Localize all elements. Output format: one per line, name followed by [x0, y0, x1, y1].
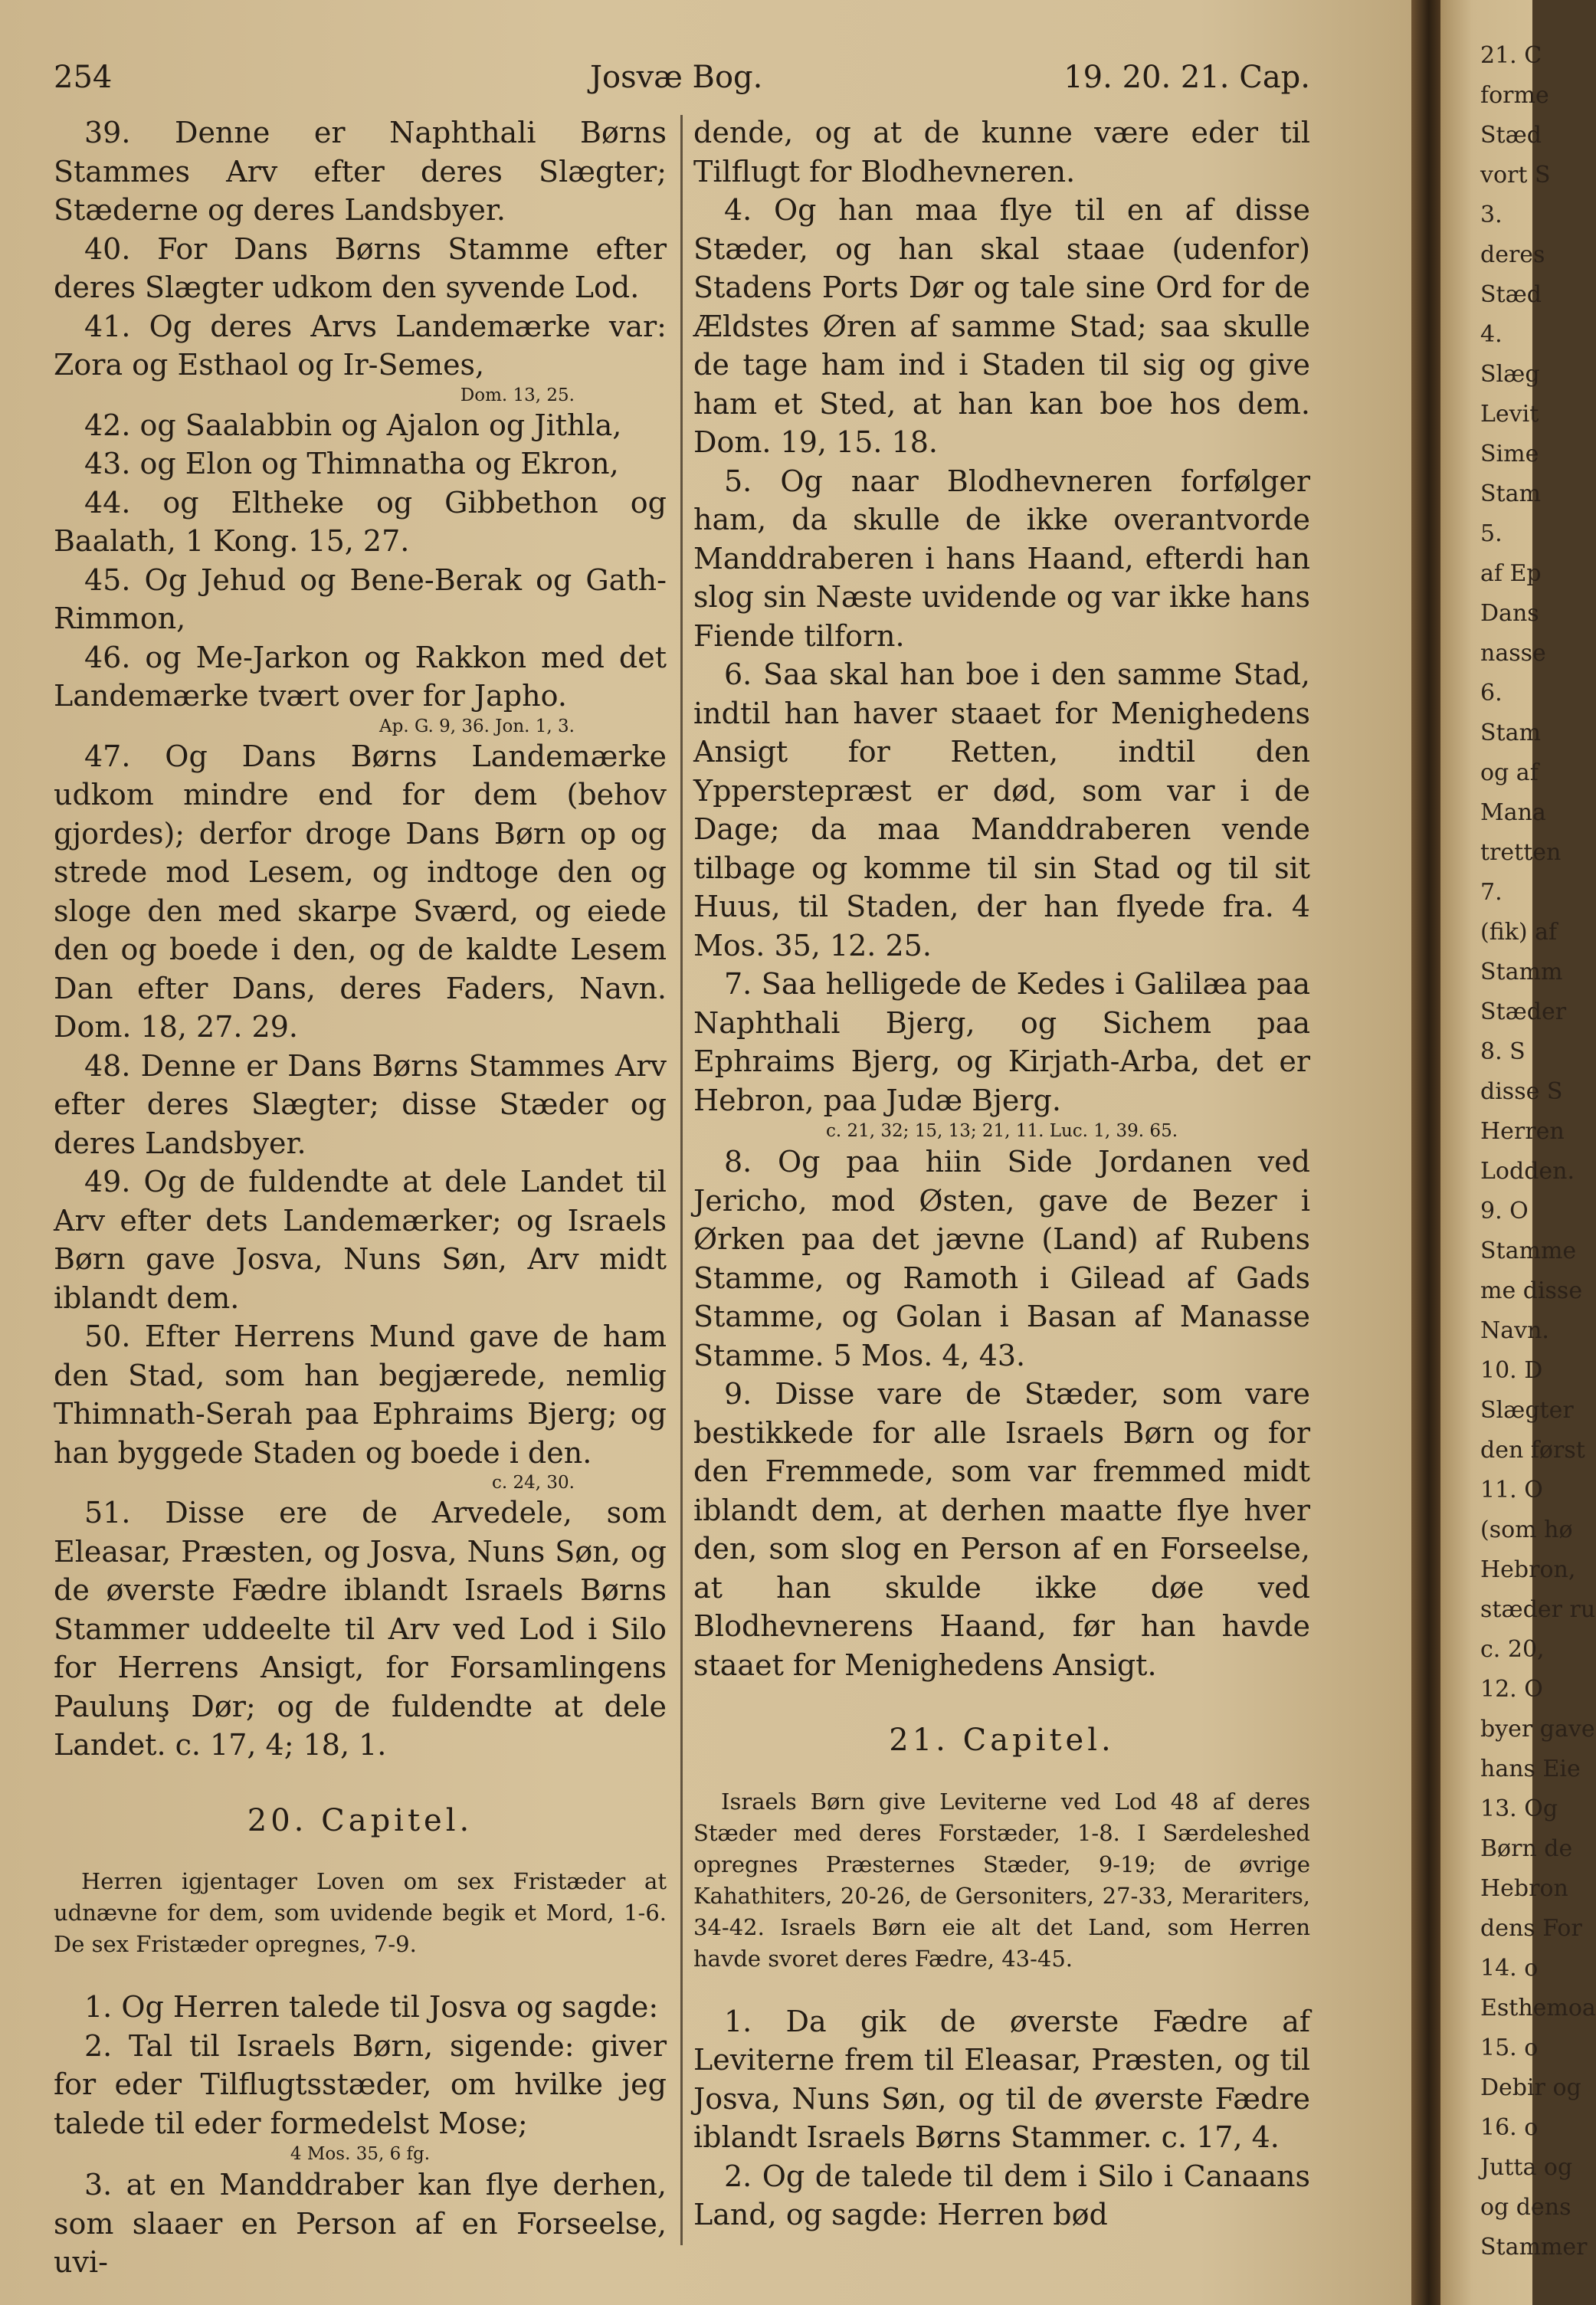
- chapter-heading: 21. Capitel.: [889, 1723, 1115, 1758]
- next-page-line: 5.: [1480, 520, 1503, 547]
- chapter-heading: 20. Capitel.: [247, 1802, 474, 1838]
- next-page-line: Lodden.: [1480, 1158, 1575, 1185]
- next-page-line: disse S: [1480, 1078, 1563, 1105]
- verse: 46. og Me-Jarkon og Rakkon med det Landemærke tvært over for Japho.: [54, 640, 667, 713]
- next-page-line: dens For: [1480, 1915, 1582, 1942]
- verse: 5. Og naar Blodhevneren forfølger ham, da skulle de ikke overantvorde Manddraberen i hans Haand, efterdi han slog sin Næste uvidende og var ikke hans Fiende tilforn.: [693, 464, 1310, 653]
- next-page-line: Dans: [1480, 600, 1539, 627]
- next-page-line: af Ep: [1480, 560, 1542, 587]
- next-page-line: Herren: [1480, 1118, 1565, 1145]
- next-page-line: Stæd: [1480, 281, 1542, 308]
- cross-reference: c. 24, 30.: [492, 1473, 575, 1493]
- next-page-line: 11. O: [1480, 1477, 1543, 1503]
- next-page-line: forme: [1480, 82, 1549, 109]
- verse: 44. og Eltheke og Gibbethon og Baalath, 1 Kong. 15, 27.: [54, 485, 667, 558]
- next-page-line: nasse: [1480, 640, 1546, 667]
- next-page-line: 8. S: [1480, 1038, 1526, 1065]
- verse: 50. Efter Herrens Mund gave de ham den Stad, som han begjærede, nemlig Thimnath-Serah paa Ephraims Bjerg; og han byggede Staden og boede i den.: [54, 1320, 667, 1470]
- next-page-line: og dens: [1480, 2194, 1571, 2221]
- cross-reference: Ap. G. 9, 36. Jon. 1, 3.: [379, 716, 575, 736]
- verse: 3. at en Manddraber kan flye derhen, som slaaer en Person af en Forseelse, uvi-: [54, 2168, 667, 2279]
- next-page-line: Debir og: [1480, 2074, 1581, 2101]
- next-page-line: 10. D: [1480, 1357, 1543, 1384]
- verse: 4. Og han maa flye til en af disse Stæder, og han skal staae (udenfor) Stadens Ports Dør og tale sine Ord for de Ældstes Øren af samme Stad; saa skulle de tage ham ind i Staden til sig og give ham et Sted, at han kan boe hos dem. Dom. 19, 15. 18.: [693, 193, 1310, 459]
- next-page-line: 21. C: [1480, 42, 1542, 69]
- next-page-line: 4.: [1480, 321, 1503, 348]
- verse: 7. Saa helligede de Kedes i Galilæa paa Naphthali Bjerg, og Sichem paa Ephraims Bjerg, og Kirjath-Arba, det er Hebron, paa Judæ Bjerg.: [693, 967, 1310, 1117]
- next-page-line: hans Eie: [1480, 1756, 1581, 1782]
- cross-reference: c. 21, 32; 15, 13; 21, 11. Luc. 1, 39. 65.: [825, 1121, 1178, 1141]
- chapter-summary: Herren igjentager Loven om sex Fristæder at udnævne for dem, som uvidende begik et Mord, 1-6. De sex Fristæder opregnes, 7-9.: [54, 1868, 667, 1957]
- next-page-line: Stæd: [1480, 122, 1542, 149]
- verse: 49. Og de fuldendte at dele Landet til Arv efter dets Landemærker; og Israels Børn gave Josva, Nuns Søn, Arv midt iblandt dem.: [54, 1165, 667, 1315]
- column-divider: [680, 115, 683, 2245]
- verse-continuation: dende, og at de kunne være eder til Tilflugt for Blodhevneren.: [693, 116, 1310, 189]
- verse: 1. Da gik de øverste Fædre af Leviterne frem til Eleasar, Præsten, og til Josva, Nuns Søn, og til de øverste Fædre iblandt Israels Børns Stammer. c. 17, 4.: [693, 2004, 1310, 2154]
- next-page-line: (som hø: [1480, 1516, 1573, 1543]
- verse: 48. Denne er Dans Børns Stammes Arv efter deres Slægter; disse Stæder og deres Landsbyer.: [54, 1048, 667, 1160]
- next-page-line: Hebron,: [1480, 1556, 1576, 1583]
- verse: 1. Og Herren talede til Josva og sagde:: [84, 1990, 659, 2024]
- next-page-line: 6.: [1480, 680, 1503, 707]
- next-page-edge: [1440, 0, 1596, 2305]
- next-page-line: Stamm: [1480, 959, 1563, 985]
- next-page-line: 14. o: [1480, 1955, 1539, 1982]
- next-page-line: vort S: [1480, 162, 1551, 189]
- verse: 8. Og paa hiin Side Jordanen ved Jericho, mod Østen, gave de Bezer i Ørken paa det jævne (Land) af Rubens Stamme, og Ramoth i Gilead af Gads Stamme, og Golan i Basan af Manasse Stamme. 5 Mos. 4, 43.: [693, 1145, 1310, 1372]
- next-page-line: Stæder: [1480, 998, 1567, 1025]
- next-page-line: Esthemoa: [1480, 1995, 1596, 2021]
- next-page-line: den først: [1480, 1437, 1585, 1464]
- verse: 43. og Elon og Thimnatha og Ekron,: [84, 447, 619, 480]
- next-page-line: Hebron: [1480, 1875, 1568, 1902]
- next-page-line: 16. o: [1480, 2114, 1539, 2141]
- next-page-line: Sime: [1480, 441, 1539, 467]
- next-page-line: 13. Og: [1480, 1795, 1558, 1822]
- verse: 45. Og Jehud og Bene-Berak og Gath-Rimmon,: [54, 562, 667, 635]
- page-header: [54, 60, 1310, 106]
- verse: 42. og Saalabbin og Ajalon og Jithla,: [84, 408, 622, 442]
- verse: 40. For Dans Børns Stamme efter deres Slægter udkom den syvende Lod.: [54, 231, 667, 304]
- next-page-line: Stamme: [1480, 1238, 1577, 1264]
- next-page-line: Stam: [1480, 480, 1541, 507]
- next-page-line: Navn.: [1480, 1317, 1549, 1344]
- verse: 9. Disse vare de Stæder, som vare bestikkede for alle Israels Børn og for den Fremmede, som var fremmed midt iblandt dem, at derhen maatte flye hver den, som slog en Person af en Forseelse, at han skulde ikke døe ved Blodhevnerens Haand, før han havde staaet for Menighedens Ansigt.: [693, 1377, 1310, 1682]
- verse: 41. Og deres Arvs Landemærke var: Zora og Esthaol og Ir-Semes,: [54, 309, 667, 382]
- chapter-range: 19. 20. 21. Cap.: [1063, 60, 1310, 95]
- next-page-line: Slægter: [1480, 1397, 1574, 1424]
- next-page-line: me disse: [1480, 1277, 1583, 1304]
- verse: 39. Denne er Naphthali Børns Stammes Arv efter deres Slægter; Stæderne og deres Landsbyer.: [54, 116, 667, 227]
- next-page-line: 7.: [1480, 879, 1503, 906]
- next-page-line: byer gave: [1480, 1716, 1595, 1743]
- next-page-line: Slæg: [1480, 361, 1540, 388]
- next-page-line: 12. O: [1480, 1676, 1543, 1703]
- verse: 2. Og de talede til dem i Silo i Canaans Land, og sagde: Herren bød: [693, 2159, 1310, 2231]
- next-page-line: deres: [1480, 241, 1545, 268]
- next-page-line: 9. O: [1480, 1198, 1529, 1225]
- cross-reference: Dom. 13, 25.: [460, 385, 575, 405]
- chapter-summary: Israels Børn give Leviterne ved Lod 48 af deres Stæder med deres Forstæder, 1-8. I Særdeleshed opregnes Præsternes Stæder, 9-19; de øvrige Kahathiters, 20-26, de Gersoniters, 27-33, Merariters, 34-42. Israels Børn eie alt det Land, som Herren havde svoret deres Fædre, 43-45.: [693, 1788, 1310, 1972]
- next-page-line: Stam: [1480, 720, 1541, 746]
- next-page-line: Jutta og: [1480, 2154, 1573, 2181]
- next-page-line: og af: [1480, 759, 1539, 786]
- next-page-line: tretten: [1480, 839, 1562, 866]
- next-page-line: Børn de: [1480, 1835, 1573, 1862]
- page-number: 254: [54, 60, 113, 95]
- next-page-line: c. 20,: [1480, 1636, 1545, 1663]
- next-page-line: 15. o: [1480, 2034, 1539, 2061]
- next-page-line: Levit: [1480, 401, 1539, 428]
- book-gutter: [1411, 0, 1440, 2305]
- next-page-line: Stammer: [1480, 2234, 1588, 2261]
- cross-reference: 4 Mos. 35, 6 fg.: [290, 2144, 431, 2164]
- next-page-line: (fik) af: [1480, 919, 1558, 946]
- next-page-line: 3.: [1480, 202, 1503, 228]
- next-page-line: stæder ru: [1480, 1596, 1596, 1623]
- verse: 2. Tal til Israels Børn, sigende: giver for eder Tilflugtsstæder, om hvilke jeg talede til eder formedelst Mose;: [54, 2028, 667, 2140]
- left-column: [54, 113, 667, 2282]
- next-page-line: Mana: [1480, 799, 1546, 826]
- right-column: [693, 113, 1310, 2235]
- book-title: Josvæ Bog.: [590, 60, 763, 95]
- verse: 6. Saa skal han boe i den samme Stad, indtil han haver staaet for Menighedens Ansigt for Retten, indtil den Ypperstepræst er død, som var i de Dage; da maa Manddraberen vende tilbage og komme til sin Stad og til sit Huus, til Staden, der han flyede fra. 4 Mos. 35, 12. 25.: [693, 657, 1310, 962]
- verse: 47. Og Dans Børns Landemærke udkom mindre end for dem (behov gjordes); derfor droge Dans Børn op og strede mod Lesem, og indtoge den og sloge den med skarpe Sværd, og eiede den og boede i den, og de kaldte Lesem Dan efter Dans, deres Faders, Navn. Dom. 18, 27. 29.: [54, 739, 667, 1044]
- verse: 51. Disse ere de Arvedele, som Eleasar, Præsten, og Josva, Nuns Søn, og de øverste Fædre iblandt Israels Børns Stammer uddeelte til Arv ved Lod i Silo for Herrens Ansigt, for Forsamlingens Paulunş Dør; og de fuldendte at dele Landet. c. 17, 4; 18, 1.: [54, 1496, 667, 1762]
